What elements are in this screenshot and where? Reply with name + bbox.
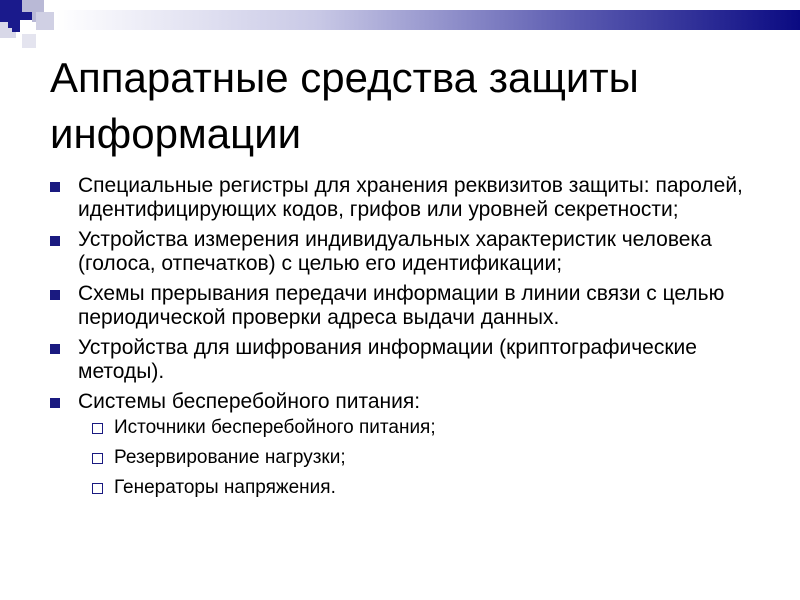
bullet-text: Устройства для шифрования информации (криптографические методы).: [78, 336, 697, 383]
bullet-item: [48, 174, 768, 222]
decorative-square: [8, 18, 18, 28]
decorative-square: [22, 34, 36, 48]
bullet-item: [48, 228, 768, 276]
decorative-square: [36, 12, 54, 30]
sub-bullet-text: Генераторы напряжения.: [114, 477, 336, 498]
sub-bullet-item: [78, 416, 768, 440]
sub-bullet-item: [78, 446, 768, 470]
slide-title: Аппаратные средства защиты информации: [50, 54, 639, 157]
decorative-square: [20, 20, 32, 32]
square-bullet-icon: [50, 290, 60, 300]
hollow-square-bullet-icon: [92, 423, 103, 434]
bullet-text: Системы бесперебойного питания:: [78, 390, 421, 413]
bullet-item: [48, 282, 768, 330]
header-gradient-bar: [56, 10, 800, 30]
bullet-item: [48, 336, 768, 384]
square-bullet-icon: [50, 344, 60, 354]
sub-bullet-text: Резервирование нагрузки;: [114, 447, 346, 468]
bullet-text: Схемы прерывания передачи информации в линии связи с целью периодической проверки адреса выдачи данных.: [78, 282, 725, 329]
square-bullet-icon: [50, 182, 60, 192]
bullet-text: Устройства измерения индивидуальных характеристик человека (голоса, отпечатков) с целью его идентификации;: [78, 228, 712, 275]
hollow-square-bullet-icon: [92, 483, 103, 494]
bullet-item: [48, 390, 768, 500]
square-bullet-icon: [50, 236, 60, 246]
bullet-list: [48, 174, 768, 506]
square-bullet-icon: [50, 398, 60, 408]
hollow-square-bullet-icon: [92, 453, 103, 464]
sub-bullet-text: Источники бесперебойного питания;: [114, 417, 436, 438]
bullet-text: Специальные регистры для хранения реквизитов защиты: паролей, идентифицирующих кодов, грифов или уровней секретности;: [78, 174, 743, 221]
sub-bullet-item: [78, 476, 768, 500]
sub-bullet-list: [78, 416, 768, 500]
